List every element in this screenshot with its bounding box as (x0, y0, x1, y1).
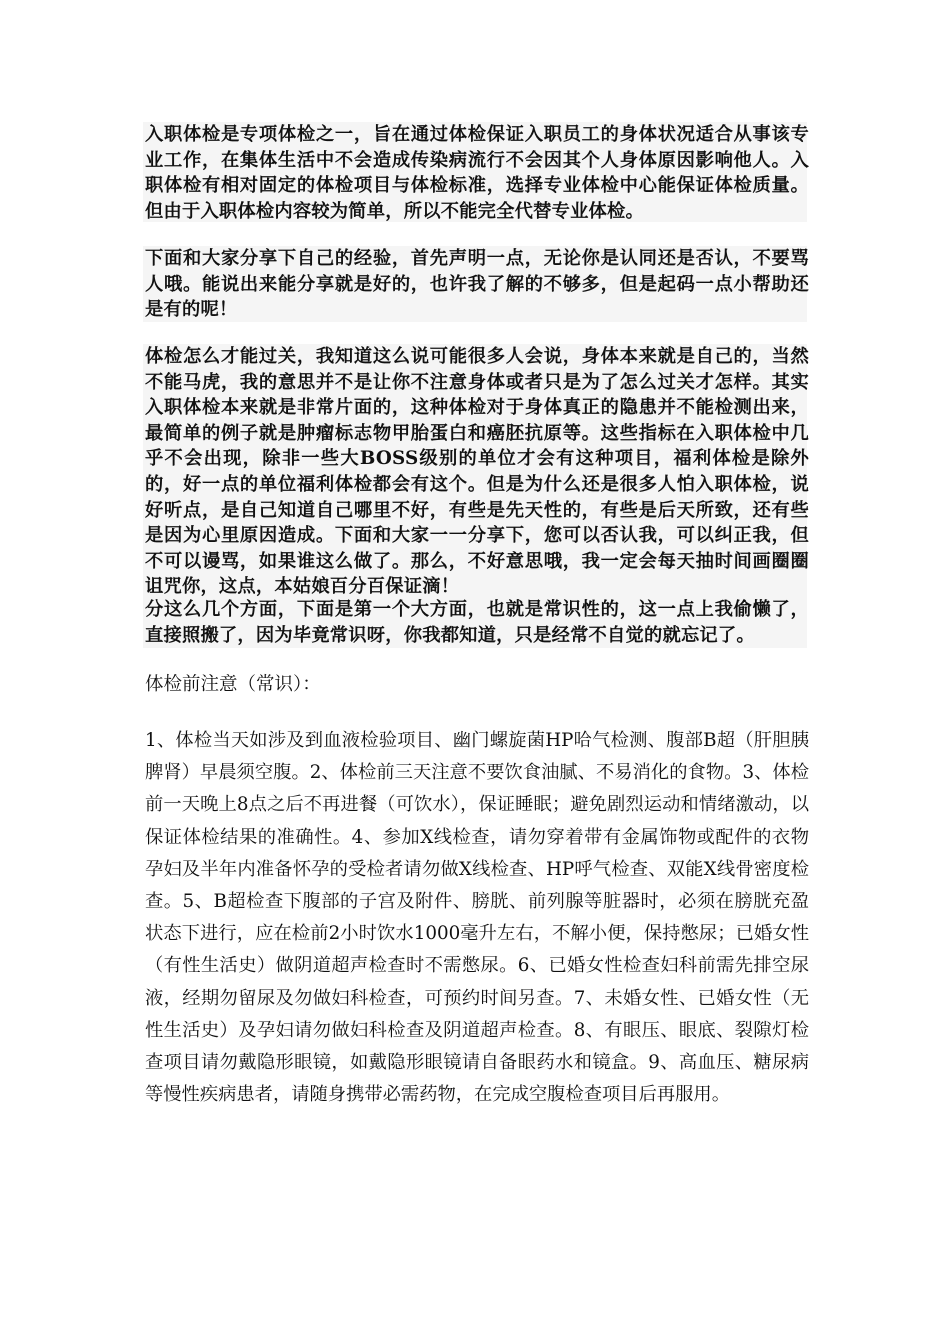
intro-paragraph: 入职体检是专项体检之一，旨在通过体检保证入职员工的身体状况适合从事该专业工作，在集体生活中不会造成传染病流行不会因其个人身体原因影响他人。入职体检有相对固定的体检项目与体检标准，选择专业体检中心能保证体检质量。但由于入职体检内容较为简单，所以不能完全代替专业体检。 (145, 124, 809, 222)
sharing-paragraph: 下面和大家分享下自己的经验，首先声明一点，无论你是认同还是否认，不要骂人哦。能说出来能分享就是好的，也许我了解的不够多，但是起码一点小帮助还是有的呢！ (145, 248, 809, 321)
section-heading: 体检前注意（常识）： (145, 674, 321, 695)
pass-exam-paragraph: 体检怎么才能过关，我知道这么说可能很多人会说，身体本来就是自己的，当然不能马虎，我的意思并不是让你不注意身体或者只是为了怎么过关才怎样。其实入职体检本来就是非常片面的，这种体检对于身体真正的隐患并不能检测出来，最简单的例子就是肿瘤标志物甲胎蛋白和癌胚抗原等。这些指标在入职体检中几乎不会出现，除非一些大BOSS级别的单位才会有这种项目，福利体检是除外的，好一点的单位福利体检都会有这个。但是为什么还是很多人怕入职体检，说好听点，是自己知道自己哪里不好，有些是先天性的，有些是后天所致，还有些是因为心里原因造成。下面和大家一一分享下，您可以否认我，可以纠正我，但不可以谩骂，如果谁这么做了。那么，不好意思哦，我一定会每天抽时间画圈圈诅咒你，这点，本姑娘百分百保证滴！ (145, 346, 809, 598)
precautions-list: 1、体检当天如涉及到血液检验项目、幽门螺旋菌HP哈气检测、腹部B超（肝胆胰脾肾）早晨须空腹。2、体检前三天注意不要饮食油腻、不易消化的食物。3、体检前一天晚上8点之后不再进餐（可饮水），保证睡眠；避免剧烈运动和情绪激动，以保证体检结果的准确性。4、参加X线检查，请勿穿着带有金属饰物或配件的衣物孕妇及半年内准备怀孕的受检者请勿做X线检查、HP呼气检查、双能X线骨密度检查。5、B超检查下腹部的子宫及附件、膀胱、前列腺等脏器时，必须在膀胱充盈状态下进行，应在检前2小时饮水1000毫升左右，不解小便，保持憋尿；已婚女性（有性生活史）做阴道超声检查时不需憋尿。6、已婚女性检查妇科前需先排空尿液，经期勿留尿及勿做妇科检查，可预约时间另查。7、未婚女性、已婚女性（无性生活史）及孕妇请勿做妇科检查及阴道超声检查。8、有眼压、眼底、裂隙灯检查项目请勿戴隐形眼镜，如戴隐形眼镜请自备眼药水和镜盒。9、高血压、糖尿病等慢性疾病患者，请随身携带必需药物，在完成空腹检查项目后再服用。 (145, 730, 809, 1106)
aspects-paragraph: 分这么几个方面，下面是第一个大方面，也就是常识性的，这一点上我偷懒了，直接照搬了，因为毕竟常识呀，你我都知道，只是经常不自觉的就忘记了。 (145, 599, 809, 646)
